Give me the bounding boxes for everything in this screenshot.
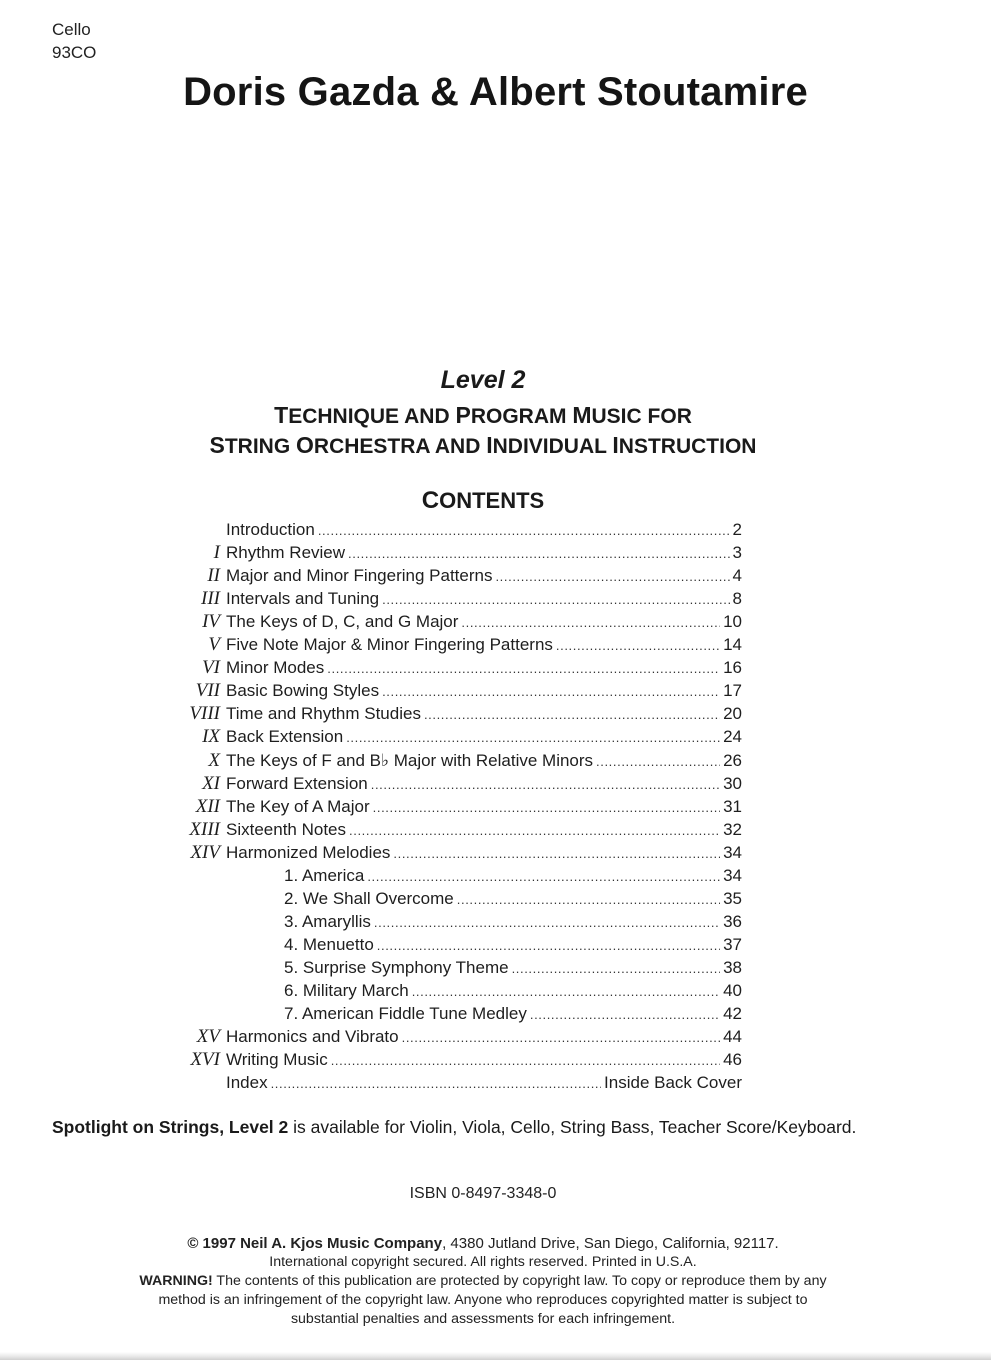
- toc-entry-page: 44: [723, 1027, 742, 1046]
- toc-dot-leader: [373, 796, 720, 819]
- toc-entry-title: Sixteenth Notes: [226, 820, 347, 839]
- toc-dot-leader: [402, 1026, 720, 1049]
- toc-entry-page: 26: [723, 751, 742, 770]
- toc-entry-page: 34: [723, 843, 742, 862]
- toc-dot-leader: [556, 634, 720, 657]
- toc-entry-page: 17: [723, 681, 742, 700]
- toc-dot-leader: [596, 750, 720, 773]
- toc-dot-leader: [348, 542, 729, 565]
- series-title: Spotlight on Strings, Level 2: [52, 1117, 289, 1137]
- toc-entry-page: 2: [732, 520, 742, 539]
- toc-entry-title: 2. We Shall Overcome: [284, 889, 454, 908]
- toc-dot-leader: [318, 519, 730, 542]
- toc-entry-page: 30: [723, 774, 742, 793]
- toc-entry-page: 16: [723, 658, 742, 677]
- toc-entry-title: Harmonics and Vibrato: [226, 1027, 399, 1046]
- toc-dot-leader: [367, 865, 720, 888]
- toc-entry-page: 37: [723, 935, 742, 954]
- toc-entry-number: I: [213, 542, 220, 563]
- toc-entry-title: Introduction: [226, 520, 315, 539]
- toc-entry-page: 31: [723, 797, 742, 816]
- toc-entry-page: 20: [723, 704, 742, 723]
- toc-dot-leader: [382, 588, 729, 611]
- toc-entry: [202, 656, 742, 679]
- toc-dot-leader: [327, 657, 720, 680]
- toc-entry-page: 35: [723, 889, 742, 908]
- toc-dot-leader: [512, 957, 721, 980]
- toc-entry-number: X: [208, 750, 220, 771]
- warning-label: WARNING!: [139, 1273, 213, 1289]
- toc-dot-leader: [271, 1072, 601, 1095]
- toc-dot-leader: [349, 819, 720, 842]
- toc-entry-page: 46: [723, 1050, 742, 1069]
- toc-entry-page: 24: [723, 727, 742, 746]
- isbn: ISBN 0-8497-3348-0: [409, 1185, 557, 1202]
- toc-dot-leader: [393, 842, 720, 865]
- toc-entry-title: Writing Music: [226, 1050, 328, 1069]
- toc-entry-title: 5. Surprise Symphony Theme: [284, 958, 509, 977]
- toc-dot-leader: [382, 680, 720, 703]
- toc-entry-title: Harmonized Melodies: [226, 843, 391, 862]
- toc-dot-leader: [377, 934, 720, 957]
- scan-edge: [0, 1352, 991, 1360]
- toc-entry-title: Index: [226, 1073, 268, 1092]
- toc-entry-page: 42: [723, 1004, 742, 1023]
- toc-entry-page: 34: [723, 866, 742, 885]
- toc-entry: [207, 564, 742, 587]
- toc-entry: [189, 702, 742, 725]
- toc-entry: [226, 1071, 742, 1094]
- toc-entry-title: 6. Military March: [284, 981, 409, 1000]
- warning-line-2: method is an infringement of the copyright law. Anyone who reproduces copyrighted matter is subject to: [158, 1292, 808, 1308]
- toc-entry-title: Back Extension: [226, 727, 344, 746]
- toc-entry-title: The Keys of F and B♭ Major with Relative Minors: [226, 751, 594, 770]
- toc-entry-page: 4: [732, 566, 742, 585]
- toc-dot-leader: [495, 565, 729, 588]
- level-title: Level 2: [440, 366, 526, 394]
- contents-heading: CONTENTS: [421, 487, 545, 514]
- authors-heading: Doris Gazda & Albert Stoutamire: [183, 70, 808, 114]
- toc-entry-number: XI: [202, 773, 220, 794]
- toc-dot-leader: [371, 773, 720, 796]
- toc-entry: [284, 956, 742, 979]
- toc-dot-leader: [461, 611, 720, 634]
- warning-line-1: [0, 1273, 966, 1289]
- toc-entry-page: 10: [723, 612, 742, 631]
- toc-entry-page: Inside Back Cover: [604, 1073, 742, 1092]
- toc-entry: [284, 864, 742, 887]
- toc-entry: [202, 610, 742, 633]
- toc-entry: [189, 818, 742, 841]
- toc-entry-number: VII: [195, 680, 220, 701]
- toc-entry-title: 3. Amaryllis: [284, 912, 371, 931]
- toc-entry-number: III: [201, 588, 220, 609]
- copyright-holder: © 1997 Neil A. Kjos Music Company: [187, 1235, 443, 1252]
- instrument-label: Cello: [52, 20, 91, 39]
- toc-entry-number: IX: [202, 726, 220, 747]
- toc-entry-number: XVI: [190, 1049, 220, 1070]
- toc-entry-number: XII: [195, 796, 220, 817]
- toc-entry-number: VIII: [189, 703, 220, 724]
- toc-dot-leader: [374, 911, 720, 934]
- toc-entry-title: Intervals and Tuning: [226, 589, 380, 608]
- toc-entry: [196, 1025, 742, 1048]
- toc-entry-title: Major and Minor Fingering Patterns: [226, 566, 493, 585]
- toc-entry: [284, 910, 742, 933]
- toc-entry-number: XIII: [189, 819, 220, 840]
- toc-entry-title: Minor Modes: [226, 658, 325, 677]
- toc-dot-leader: [457, 888, 720, 911]
- toc-entry: [208, 749, 742, 772]
- toc-entry-title: 1. America: [284, 866, 365, 885]
- toc-entry: [213, 541, 742, 564]
- toc-entry-title: 4. Menuetto: [284, 935, 374, 954]
- toc-entry: [284, 979, 742, 1002]
- toc-entry: [202, 725, 742, 748]
- warning-text: The contents of this publication are protected by copyright law. To copy or reproduce them by any: [212, 1273, 827, 1289]
- toc-entry-title: Rhythm Review: [226, 543, 346, 562]
- toc-entry-number: VI: [202, 657, 220, 678]
- toc-entry-title: The Key of A Major: [226, 797, 370, 816]
- toc-entry: [226, 518, 742, 541]
- toc-dot-leader: [530, 1003, 720, 1026]
- copyright-line: [0, 1235, 966, 1252]
- availability-text: is available for Violin, Viola, Cello, String Bass, Teacher Score/Keyboard.: [288, 1117, 857, 1137]
- toc-entry: [195, 795, 742, 818]
- subtitle-line-1: TECHNIQUE AND PROGRAM MUSIC FOR: [274, 402, 692, 428]
- toc-dot-leader: [331, 1049, 720, 1072]
- toc-entry-number: V: [208, 634, 220, 655]
- toc-entry: [284, 933, 742, 956]
- availability-note: [52, 1117, 856, 1138]
- catalog-code: 93CO: [52, 43, 97, 62]
- corner-label: [52, 18, 96, 64]
- toc-entry-page: 32: [723, 820, 742, 839]
- warning-line-3: substantial penalties and assessments for each infringement.: [290, 1311, 676, 1327]
- subtitle-line-2: STRING ORCHESTRA AND INDIVIDUAL INSTRUCTION: [209, 432, 757, 458]
- toc-entry-page: 3: [732, 543, 742, 562]
- toc-entry-page: 38: [723, 958, 742, 977]
- toc-entry: [202, 772, 742, 795]
- toc-entry-page: 8: [732, 589, 742, 608]
- toc-entry: [284, 1002, 742, 1025]
- toc-entry-title: Basic Bowing Styles: [226, 681, 380, 700]
- toc-entry: [190, 1048, 742, 1071]
- toc-entry-title: Time and Rhythm Studies: [226, 704, 421, 723]
- toc-entry: [201, 587, 742, 610]
- toc-entry: [284, 887, 742, 910]
- toc-entry-title: Five Note Major & Minor Fingering Patterns: [226, 635, 553, 654]
- publisher-address: , 4380 Jutland Drive, San Diego, California, 92117.: [442, 1235, 779, 1252]
- toc-entry-title: 7. American Fiddle Tune Medley: [284, 1004, 527, 1023]
- copyright-notice: International copyright secured. All rights reserved. Printed in U.S.A.: [269, 1254, 697, 1270]
- toc-dot-leader: [346, 726, 720, 749]
- toc-entry-page: 14: [723, 635, 742, 654]
- toc-entry: [208, 633, 742, 656]
- toc-entry-number: XV: [196, 1026, 220, 1047]
- toc-entry: [190, 841, 742, 864]
- toc-entry: [195, 679, 742, 702]
- toc-dot-leader: [424, 703, 720, 726]
- toc-entry-number: XIV: [190, 842, 220, 863]
- toc-entry-number: IV: [202, 611, 220, 632]
- toc-entry-number: II: [207, 565, 220, 586]
- toc-entry-page: 40: [723, 981, 742, 1000]
- toc-entry-title: Forward Extension: [226, 774, 368, 793]
- toc-dot-leader: [412, 980, 720, 1003]
- toc-entry-page: 36: [723, 912, 742, 931]
- toc-entry-title: The Keys of D, C, and G Major: [226, 612, 459, 631]
